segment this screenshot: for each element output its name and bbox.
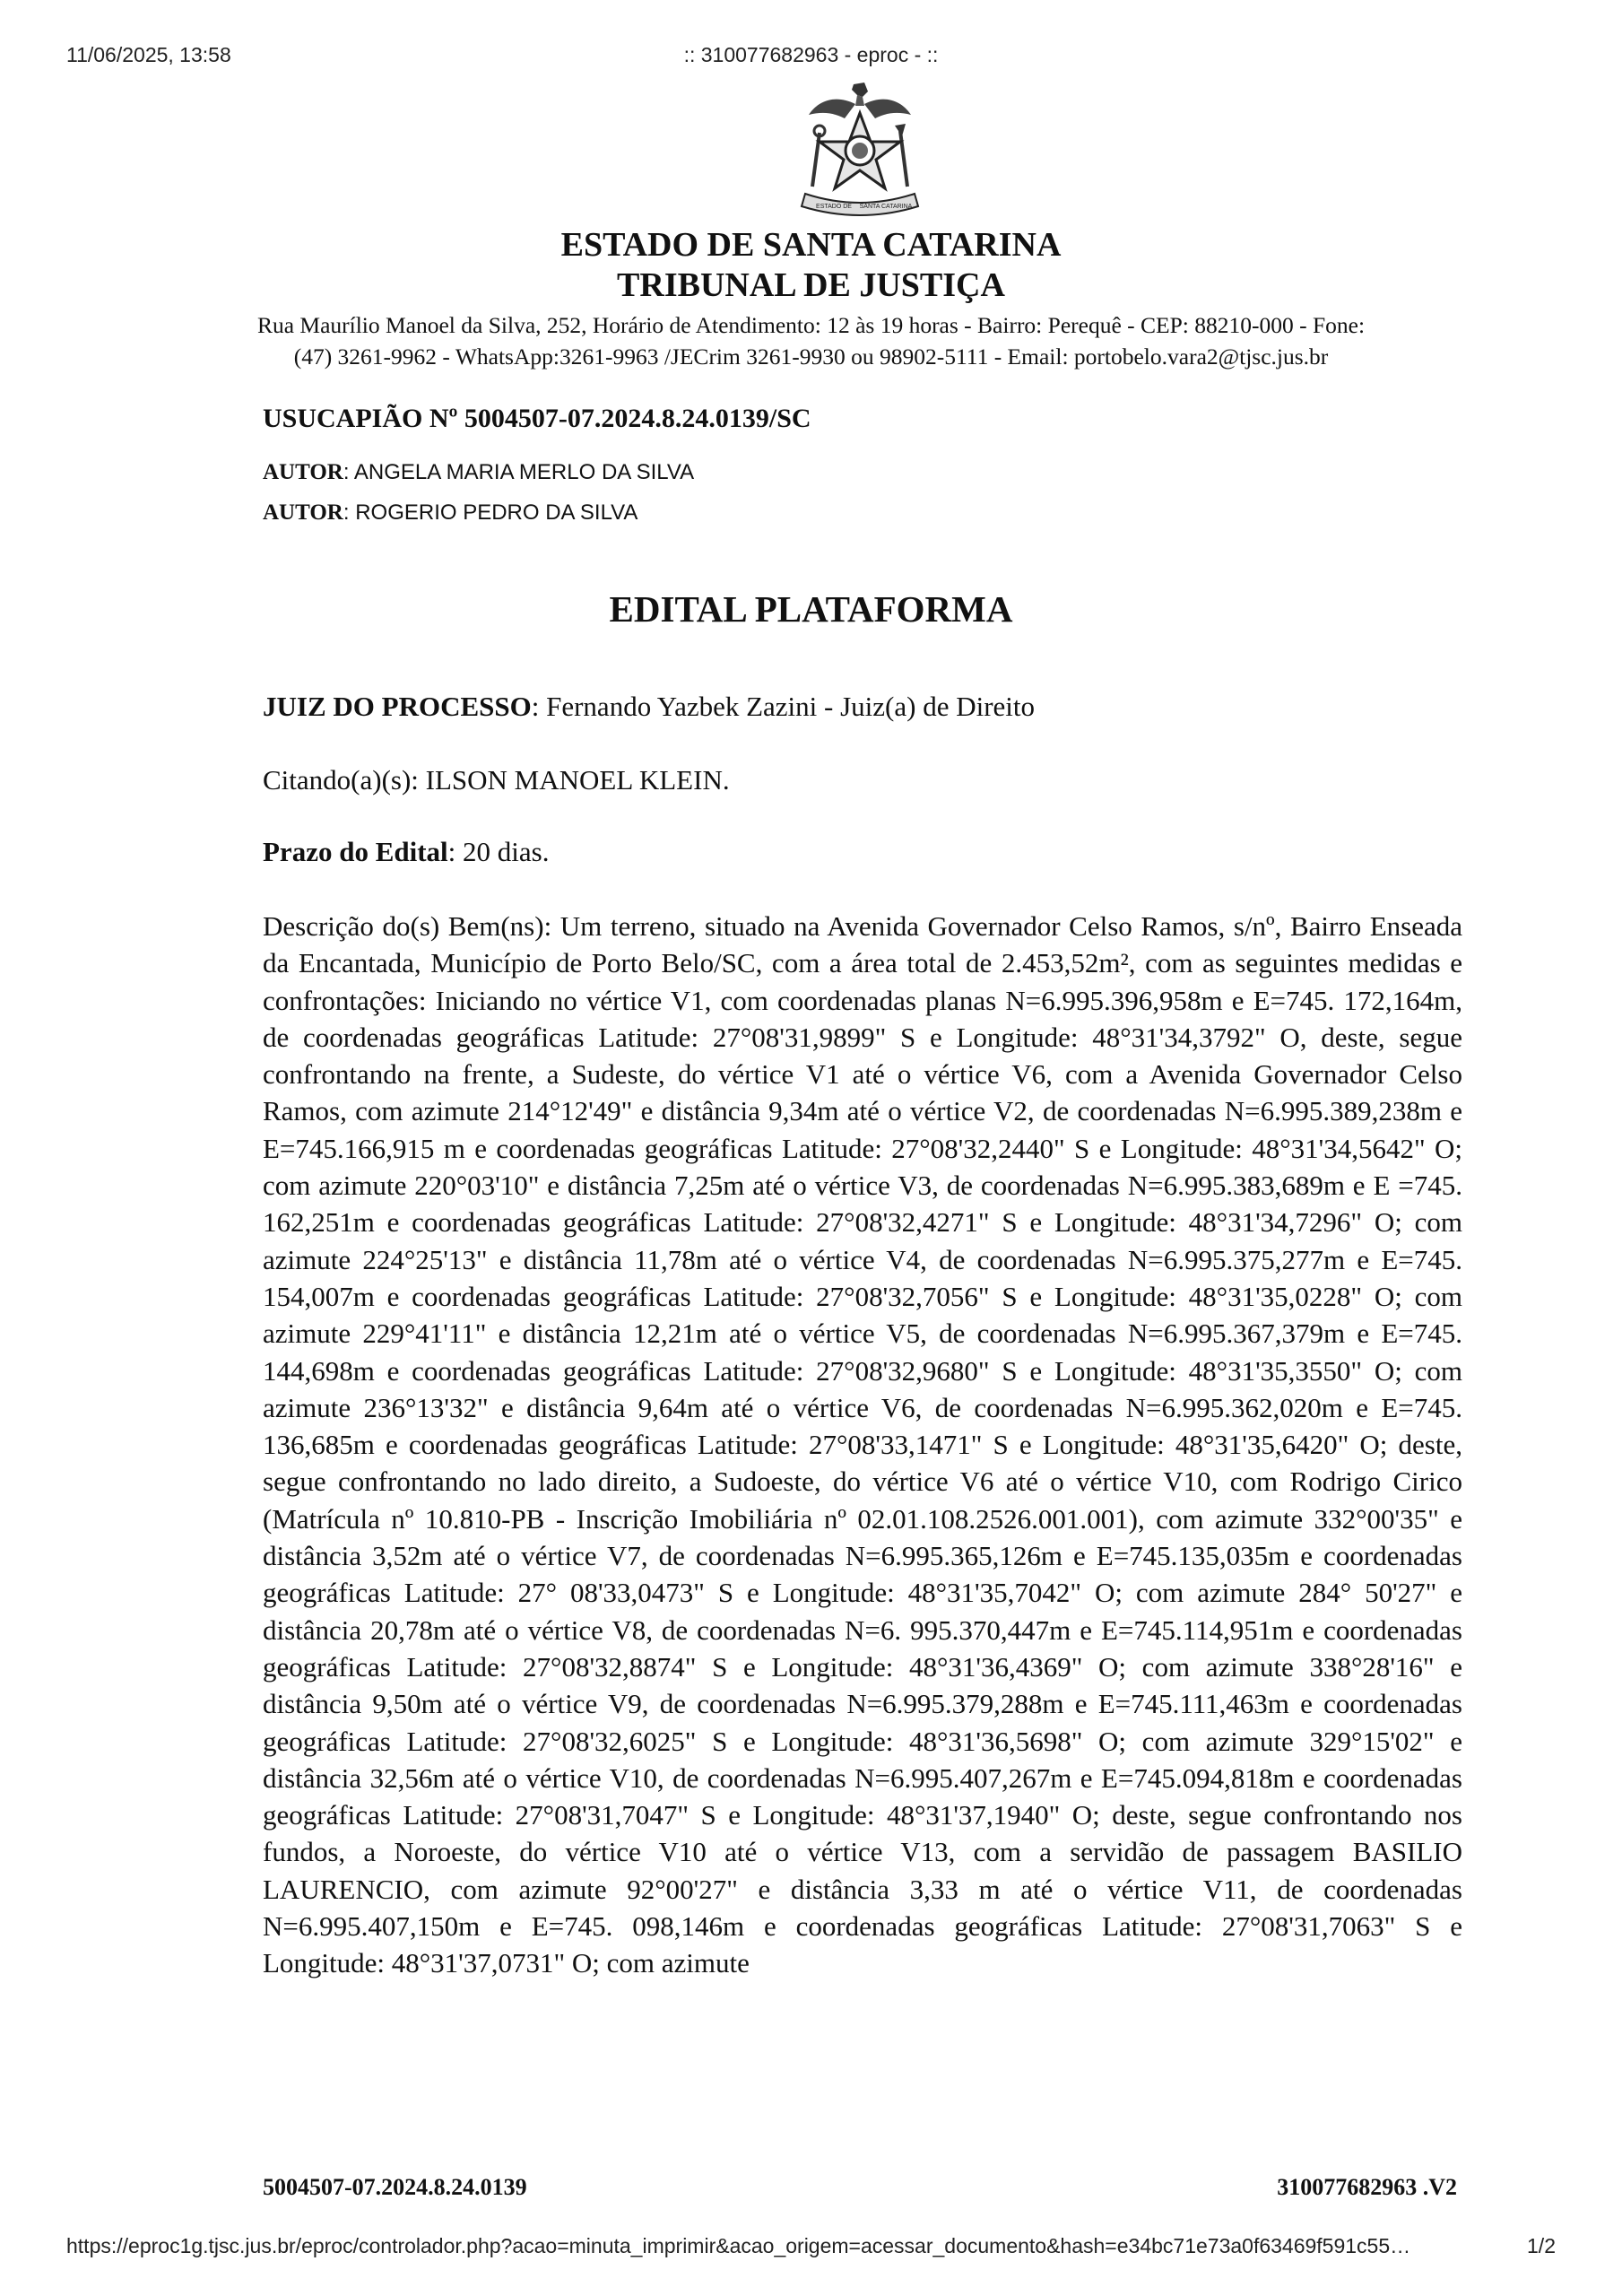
footer-process-number: 5004507-07.2024.8.24.0139 xyxy=(263,2174,527,2200)
print-page-title: :: 310077682963 - eproc - :: xyxy=(683,43,939,66)
print-page-number: 1/2 xyxy=(1527,2234,1556,2257)
party-name: ROGERIO PEDRO DA SILVA xyxy=(355,500,638,525)
print-header xyxy=(66,43,1556,72)
address-line-1: Rua Maurílio Manoel da Silva, 252, Horário de Atendimento: 12 às 19 horas - Bairro: Perequê - CEP: 88210-000 - Fone: xyxy=(256,312,1366,338)
santa-catarina-coat-of-arms-icon xyxy=(793,79,927,222)
state-name: ESTADO DE SANTA CATARINA xyxy=(560,226,1062,264)
prazo-value: 20 dias. xyxy=(463,836,550,867)
party-line: AUTOR: ROGERIO PEDRO DA SILVA xyxy=(263,500,638,525)
print-url: https://eproc1g.tjsc.jus.br/eproc/controlador.php?acao=minuta_imprimir&acao_origem=acessar_documento&hash=e34bc71e73a0f63469f591c55… xyxy=(66,2234,1411,2257)
party-name: ANGELA MARIA MERLO DA SILVA xyxy=(353,460,695,484)
party-label: AUTOR xyxy=(263,500,343,525)
print-footer xyxy=(66,2234,1556,2263)
judge-label: JUIZ DO PROCESSO xyxy=(263,691,532,722)
footer-document-id: 310077682963 .V2 xyxy=(1277,2174,1457,2200)
address-line-2: (47) 3261-9962 - WhatsApp:3261-9963 /JECrim 3261-9930 ou 98902-5111 - Email: portobelo.vara2@tjsc.jus.br xyxy=(293,344,1329,370)
judge-line: JUIZ DO PROCESSO: Fernando Yazbek Zazini - Juiz(a) de Direito xyxy=(263,691,1036,722)
judge-value: Fernando Yazbek Zazini - Juiz(a) de Direito xyxy=(546,691,1036,722)
print-datetime: 11/06/2025, 13:58 xyxy=(66,43,231,66)
court-name: TRIBUNAL DE JUSTIÇA xyxy=(617,266,1005,304)
party-label: AUTOR xyxy=(263,460,343,484)
court-address xyxy=(215,309,1407,372)
case-number: USUCAPIÃO Nº 5004507-07.2024.8.24.0139/SC xyxy=(263,404,811,433)
citando-line: Citando(a)(s): ILSON MANOEL KLEIN. xyxy=(263,764,730,796)
property-description: Descrição do(s) Bem(ns): Um terreno, situado na Avenida Governador Celso Ramos, s/nº, Bairro Enseada da Encantada, Município de Porto Belo/SC, com a área total de 2.453,52m², com as seguintes medidas e confrontações: Iniciando no vértice V1, com coordenadas planas N=6.995.396,958m e E=745. 172,164m, de coordenadas geográficas Latitude: 27°08'31,9899" S e Longitude: 48°31'34,3792" O, deste, segue confrontando na frente, a Sudeste, do vértice V1 até o vértice V6, com a Avenida Governador Celso Ramos, com azimute 214°12'49" e distância 9,34m até o vértice V2, de coordenadas N=6.995.389,238m e E=745.166,915 m e coordenadas geográficas Latitude: 27°08'32,2440" S e Longitude: 48°31'34,5642" O; com azimute 220°03'10" e distância 7,25m até o vértice V3, de coordenadas N=6.995.383,689m e E =745. 162,251m e coordenadas geográficas Latitude: 27°08'32,4271" S e Longitude: 48°31'34,7296" O; com azimute 224°25'13" e distância 11,78m até o vértice V4, de coordenadas N=6.995.375,277m e E=745. 154,007m e coordenadas geográficas Latitude: 27°08'32,7056" S e Longitude: 48°31'35,0228" O; com azimute 229°41'11" e distância 12,21m até o vértice V5, de coordenadas N=6.995.367,379m e E=745. 144,698m e coordenadas geográficas Latitude: 27°08'32,9680" S e Longitude: 48°31'35,3550" O; com azimute 236°13'32" e distância 9,64m até o vértice V6, de coordenadas N=6.995.362,020m e E=745. 136,685m e coordenadas geográficas Latitude: 27°08'33,1471" S e Longitude: 48°31'35,6420" O; deste, segue confrontando no lado direito, a Sudoeste, do vértice V6 até o vértice V10, com Rodrigo Cirico (Matrícula nº 10.810-PB - Inscrição Imobiliária nº 02.01.108.2526.001.001), com azimute 332°00'35" e distância 3,52m até o vértice V7, de coordenadas N=6.995.365,126m e E=745.135,035m e coordenadas geográficas Latitude: 27° 08'33,0473" S e Longitude: 48°31'35,7042" O; com azimute 284° 50'27" e distância 20,78m até o vértice V8, de coordenadas N=6. 995.370,447m e E=745.114,951m e coordenadas geográficas Latitude: 27°08'32,8874" S e Longitude: 48°31'36,4369" O; com azimute 338°28'16" e distância 9,50m até o vértice V9, de coordenadas N=6.995.379,288m e E=745.111,463m e coordenadas geográficas Latitude: 27°08'32,6025" S e Longitude: 48°31'36,5698" O; com azimute 329°15'02" e distância 32,56m até o vértice V10, de coordenadas N=6.995.407,267m e E=745.094,818m e coordenadas geográficas Latitude: 27°08'31,7047" S e Longitude: 48°31'37,1940" O; deste, segue confrontando nos fundos, a Noroeste, do vértice V10 até o vértice V13, com a servidão de passagem BASILIO LAURENCIO, com azimute 92°00'27" e distância 3,33 m até o vértice V11, de coordenadas N=6.995.407,150m e E=745. 098,146m e coordenadas geográficas Latitude: 27°08'31,7063" S e Longitude: 48°31'37,0731" O; com azimute xyxy=(263,910,1462,1979)
edital-title: EDITAL PLATAFORMA xyxy=(609,588,1013,630)
party-line: AUTOR: ANGELA MARIA MERLO DA SILVA xyxy=(263,460,695,484)
prazo-label: Prazo do Edital xyxy=(263,836,448,867)
seal-ribbon-left: ESTADO DE xyxy=(816,204,852,210)
seal-ribbon-right: SANTA CATARINA xyxy=(859,204,913,210)
prazo-line: Prazo do Edital: 20 dias. xyxy=(263,836,550,867)
